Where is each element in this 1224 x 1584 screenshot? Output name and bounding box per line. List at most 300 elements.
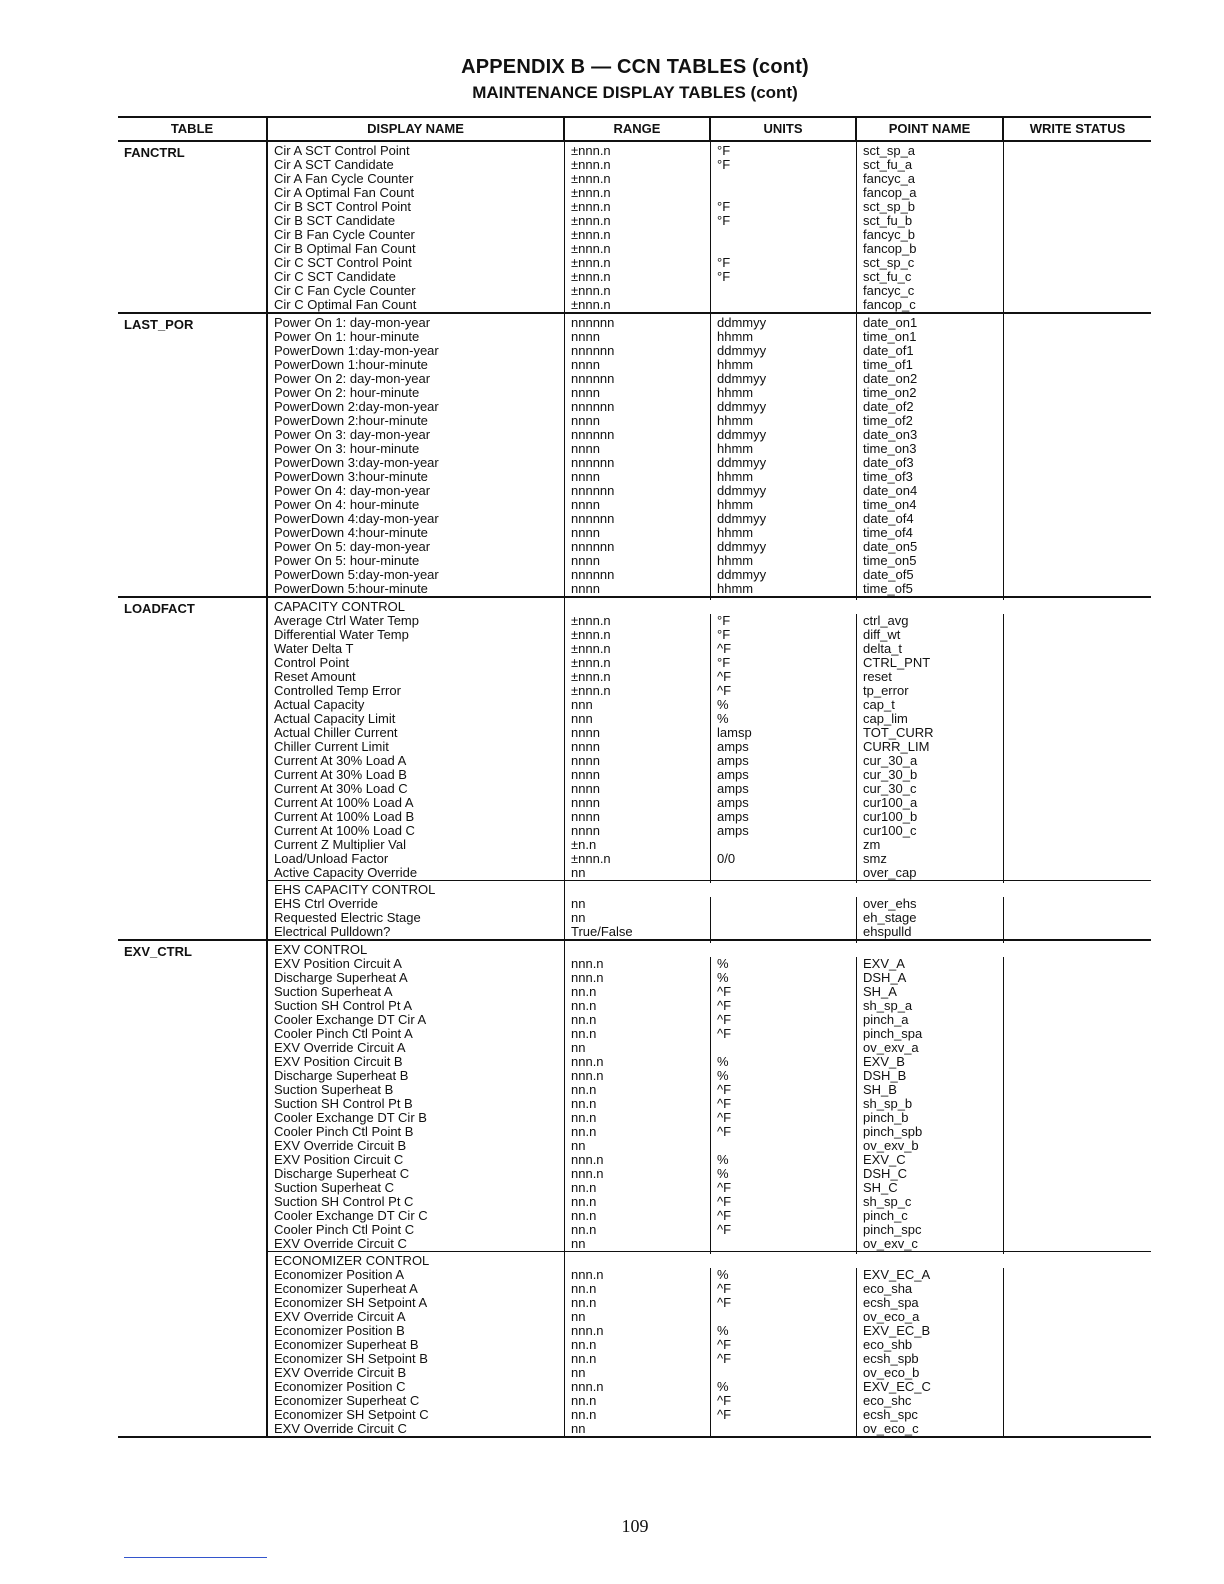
display-name-cell: PowerDown 1:hour-minute bbox=[268, 358, 565, 372]
display-name-cell: EXV Override Circuit A bbox=[268, 1041, 565, 1055]
range-cell: nnnn bbox=[565, 782, 711, 796]
table-row bbox=[268, 582, 1151, 596]
units-cell: hhmm bbox=[711, 526, 857, 540]
display-name-cell: Discharge Superheat A bbox=[268, 971, 565, 985]
empty-cell bbox=[711, 943, 857, 957]
range-cell: nn bbox=[565, 1041, 711, 1055]
range-cell: nn.n bbox=[565, 985, 711, 999]
display-name-cell: EXV Override Circuit B bbox=[268, 1139, 565, 1153]
point-name-cell: time_on2 bbox=[857, 386, 1004, 400]
point-name-cell: ov_exv_a bbox=[857, 1041, 1004, 1055]
units-cell: % bbox=[711, 1324, 857, 1338]
range-cell: ±nnn.n bbox=[565, 614, 711, 628]
point-name-cell: sct_sp_b bbox=[857, 200, 1004, 214]
display-name-cell: Suction SH Control Pt C bbox=[268, 1195, 565, 1209]
write-status-cell bbox=[1004, 866, 1151, 880]
range-cell: ±nnn.n bbox=[565, 172, 711, 186]
write-status-cell bbox=[1004, 484, 1151, 498]
range-cell: nnnnnn bbox=[565, 428, 711, 442]
range-cell: nn bbox=[565, 1139, 711, 1153]
table-row bbox=[268, 1296, 1151, 1310]
units-cell: ^F bbox=[711, 1282, 857, 1296]
units-cell: % bbox=[711, 712, 857, 726]
display-name-cell: Average Ctrl Water Temp bbox=[268, 614, 565, 628]
write-status-cell bbox=[1004, 330, 1151, 344]
point-name-cell: SH_B bbox=[857, 1083, 1004, 1097]
display-name-cell: Economizer Position C bbox=[268, 1380, 565, 1394]
units-cell: amps bbox=[711, 824, 857, 838]
empty-cell bbox=[565, 883, 711, 897]
range-cell: nnnn bbox=[565, 754, 711, 768]
range-cell: nn.n bbox=[565, 1408, 711, 1422]
point-name-cell: cap_t bbox=[857, 698, 1004, 712]
table-row bbox=[268, 628, 1151, 642]
table-group bbox=[118, 598, 1151, 941]
table-row bbox=[268, 1055, 1151, 1069]
table-row bbox=[268, 442, 1151, 456]
units-cell: ^F bbox=[711, 1013, 857, 1027]
write-status-cell bbox=[1004, 1013, 1151, 1027]
table-row bbox=[268, 414, 1151, 428]
range-cell: True/False bbox=[565, 925, 711, 939]
units-cell bbox=[711, 866, 857, 880]
point-name-cell: eco_sha bbox=[857, 1282, 1004, 1296]
point-name-cell: eco_shc bbox=[857, 1394, 1004, 1408]
display-name-cell: Power On 2: hour-minute bbox=[268, 386, 565, 400]
display-name-cell: Economizer SH Setpoint B bbox=[268, 1352, 565, 1366]
table-row bbox=[268, 484, 1151, 498]
table-row bbox=[268, 810, 1151, 824]
range-cell: ±nnn.n bbox=[565, 684, 711, 698]
display-name-cell: EXV Override Circuit A bbox=[268, 1310, 565, 1324]
display-name-cell: Current At 100% Load A bbox=[268, 796, 565, 810]
range-cell: nn.n bbox=[565, 1083, 711, 1097]
column-header-display-name: DISPLAY NAME bbox=[268, 118, 565, 140]
write-status-cell bbox=[1004, 386, 1151, 400]
point-name-cell: time_on1 bbox=[857, 330, 1004, 344]
range-cell: nn bbox=[565, 911, 711, 925]
point-name-cell: fancyc_c bbox=[857, 284, 1004, 298]
write-status-cell bbox=[1004, 1097, 1151, 1111]
table-row bbox=[268, 470, 1151, 484]
point-name-cell: pinch_spc bbox=[857, 1223, 1004, 1237]
range-cell: nnnn bbox=[565, 796, 711, 810]
range-cell: nnn bbox=[565, 698, 711, 712]
table-row bbox=[268, 1422, 1151, 1436]
point-name-cell: diff_wt bbox=[857, 628, 1004, 642]
range-cell: nn.n bbox=[565, 999, 711, 1013]
empty-cell bbox=[1004, 600, 1151, 614]
units-cell: ddmmyy bbox=[711, 456, 857, 470]
write-status-cell bbox=[1004, 957, 1151, 971]
units-cell: ^F bbox=[711, 1097, 857, 1111]
write-status-cell bbox=[1004, 684, 1151, 698]
range-cell: ±nnn.n bbox=[565, 228, 711, 242]
write-status-cell bbox=[1004, 1153, 1151, 1167]
write-status-cell bbox=[1004, 372, 1151, 386]
range-cell: ±nnn.n bbox=[565, 186, 711, 200]
range-cell: ±nnn.n bbox=[565, 200, 711, 214]
units-cell bbox=[711, 925, 857, 939]
table-row bbox=[268, 1153, 1151, 1167]
units-cell: % bbox=[711, 1153, 857, 1167]
point-name-cell: date_on5 bbox=[857, 540, 1004, 554]
table-row bbox=[268, 372, 1151, 386]
point-name-cell: EXV_A bbox=[857, 957, 1004, 971]
display-name-cell: Actual Capacity Limit bbox=[268, 712, 565, 726]
write-status-cell bbox=[1004, 498, 1151, 512]
display-name-cell: Cir A Fan Cycle Counter bbox=[268, 172, 565, 186]
table-row bbox=[268, 1195, 1151, 1209]
units-cell: ^F bbox=[711, 1394, 857, 1408]
write-status-cell bbox=[1004, 852, 1151, 866]
display-name-cell: Requested Electric Stage bbox=[268, 911, 565, 925]
display-name-cell: Suction SH Control Pt B bbox=[268, 1097, 565, 1111]
write-status-cell bbox=[1004, 1268, 1151, 1282]
units-cell: °F bbox=[711, 656, 857, 670]
table-row bbox=[268, 200, 1151, 214]
point-name-cell: ov_eco_b bbox=[857, 1366, 1004, 1380]
write-status-cell bbox=[1004, 256, 1151, 270]
write-status-cell bbox=[1004, 1422, 1151, 1436]
point-name-cell: sct_sp_c bbox=[857, 256, 1004, 270]
point-name-cell: time_on4 bbox=[857, 498, 1004, 512]
table-row bbox=[268, 1408, 1151, 1422]
display-name-cell: PowerDown 3:day-mon-year bbox=[268, 456, 565, 470]
units-cell: % bbox=[711, 1380, 857, 1394]
point-name-cell: sh_sp_a bbox=[857, 999, 1004, 1013]
units-cell bbox=[711, 1310, 857, 1324]
table-row bbox=[268, 1167, 1151, 1181]
range-cell: nnn.n bbox=[565, 1069, 711, 1083]
empty-cell bbox=[711, 883, 857, 897]
write-status-cell bbox=[1004, 925, 1151, 939]
table-row bbox=[268, 1111, 1151, 1125]
table-section bbox=[268, 598, 1151, 880]
column-header-table: TABLE bbox=[118, 118, 268, 140]
empty-cell bbox=[857, 943, 1004, 957]
table-row bbox=[268, 726, 1151, 740]
table-row bbox=[268, 386, 1151, 400]
units-cell: ^F bbox=[711, 1352, 857, 1366]
point-name-cell: TOT_CURR bbox=[857, 726, 1004, 740]
write-status-cell bbox=[1004, 214, 1151, 228]
table-row bbox=[268, 1268, 1151, 1282]
display-name-cell: Power On 5: hour-minute bbox=[268, 554, 565, 568]
range-cell: nn bbox=[565, 866, 711, 880]
range-cell: nnnnnn bbox=[565, 456, 711, 470]
range-cell: nnnnnn bbox=[565, 316, 711, 330]
units-cell bbox=[711, 172, 857, 186]
write-status-cell bbox=[1004, 614, 1151, 628]
point-name-cell: cur_30_c bbox=[857, 782, 1004, 796]
display-name-cell: Cooler Pinch Ctl Point C bbox=[268, 1223, 565, 1237]
write-status-cell bbox=[1004, 228, 1151, 242]
units-cell: °F bbox=[711, 256, 857, 270]
write-status-cell bbox=[1004, 768, 1151, 782]
point-name-cell: cur_30_a bbox=[857, 754, 1004, 768]
display-name-cell: Load/Unload Factor bbox=[268, 852, 565, 866]
range-cell: nnnn bbox=[565, 554, 711, 568]
section-heading: EXV CONTROL bbox=[268, 943, 565, 957]
display-name-cell: EXV Override Circuit B bbox=[268, 1366, 565, 1380]
table-row bbox=[268, 1209, 1151, 1223]
display-name-cell: Current At 30% Load B bbox=[268, 768, 565, 782]
display-name-cell: Cir C Optimal Fan Count bbox=[268, 298, 565, 312]
range-cell: nn.n bbox=[565, 1223, 711, 1237]
point-name-cell: pinch_b bbox=[857, 1111, 1004, 1125]
table-row bbox=[268, 144, 1151, 158]
range-cell: ±n.n bbox=[565, 838, 711, 852]
table-row bbox=[268, 1380, 1151, 1394]
display-name-cell: PowerDown 3:hour-minute bbox=[268, 470, 565, 484]
units-cell: % bbox=[711, 1268, 857, 1282]
point-name-cell: eco_shb bbox=[857, 1338, 1004, 1352]
display-name-cell: Economizer Superheat B bbox=[268, 1338, 565, 1352]
range-cell: nn.n bbox=[565, 1394, 711, 1408]
write-status-cell bbox=[1004, 1055, 1151, 1069]
range-cell: ±nnn.n bbox=[565, 256, 711, 270]
table-row bbox=[268, 270, 1151, 284]
write-status-cell bbox=[1004, 270, 1151, 284]
units-cell bbox=[711, 897, 857, 911]
write-status-cell bbox=[1004, 172, 1151, 186]
display-name-cell: PowerDown 4:hour-minute bbox=[268, 526, 565, 540]
range-cell: nnnn bbox=[565, 768, 711, 782]
point-name-cell: sct_sp_a bbox=[857, 144, 1004, 158]
table-row bbox=[268, 642, 1151, 656]
point-name-cell: EXV_EC_A bbox=[857, 1268, 1004, 1282]
write-status-cell bbox=[1004, 470, 1151, 484]
display-name-cell: PowerDown 1:day-mon-year bbox=[268, 344, 565, 358]
write-status-cell bbox=[1004, 740, 1151, 754]
table-row bbox=[268, 214, 1151, 228]
display-name-cell: Cir C Fan Cycle Counter bbox=[268, 284, 565, 298]
range-cell: nnn.n bbox=[565, 1153, 711, 1167]
write-status-cell bbox=[1004, 400, 1151, 414]
write-status-cell bbox=[1004, 540, 1151, 554]
range-cell: ±nnn.n bbox=[565, 656, 711, 670]
point-name-cell: EXV_B bbox=[857, 1055, 1004, 1069]
table-row bbox=[268, 242, 1151, 256]
display-name-cell: Power On 4: hour-minute bbox=[268, 498, 565, 512]
empty-cell bbox=[857, 1254, 1004, 1268]
table-section bbox=[268, 142, 1151, 312]
range-cell: nnn.n bbox=[565, 1324, 711, 1338]
point-name-cell: date_on3 bbox=[857, 428, 1004, 442]
display-name-cell: Cooler Exchange DT Cir B bbox=[268, 1111, 565, 1125]
page-subtitle: MAINTENANCE DISPLAY TABLES (cont) bbox=[472, 83, 798, 102]
range-cell: nn.n bbox=[565, 1195, 711, 1209]
table-row bbox=[268, 316, 1151, 330]
point-name-cell: EXV_EC_C bbox=[857, 1380, 1004, 1394]
units-cell: ddmmyy bbox=[711, 484, 857, 498]
table-section bbox=[268, 880, 1151, 939]
write-status-cell bbox=[1004, 670, 1151, 684]
units-cell: % bbox=[711, 971, 857, 985]
empty-cell bbox=[857, 883, 1004, 897]
units-cell: ddmmyy bbox=[711, 400, 857, 414]
empty-cell bbox=[565, 943, 711, 957]
write-status-cell bbox=[1004, 796, 1151, 810]
write-status-cell bbox=[1004, 824, 1151, 838]
display-name-cell: Discharge Superheat C bbox=[268, 1167, 565, 1181]
table-sections bbox=[268, 142, 1151, 312]
ccn-table bbox=[118, 116, 1151, 1438]
write-status-cell bbox=[1004, 358, 1151, 372]
display-name-cell: PowerDown 2:day-mon-year bbox=[268, 400, 565, 414]
write-status-cell bbox=[1004, 442, 1151, 456]
empty-cell bbox=[857, 600, 1004, 614]
units-cell: hhmm bbox=[711, 582, 857, 596]
units-cell: hhmm bbox=[711, 414, 857, 428]
range-cell: nnnnnn bbox=[565, 484, 711, 498]
write-status-cell bbox=[1004, 554, 1151, 568]
units-cell: °F bbox=[711, 270, 857, 284]
write-status-cell bbox=[1004, 1282, 1151, 1296]
units-cell: hhmm bbox=[711, 554, 857, 568]
units-cell bbox=[711, 1422, 857, 1436]
point-name-cell: fancyc_a bbox=[857, 172, 1004, 186]
write-status-cell bbox=[1004, 911, 1151, 925]
range-cell: ±nnn.n bbox=[565, 852, 711, 866]
table-row bbox=[268, 228, 1151, 242]
units-cell: ^F bbox=[711, 1408, 857, 1422]
range-cell: nn.n bbox=[565, 1097, 711, 1111]
point-name-cell: ehspulld bbox=[857, 925, 1004, 939]
write-status-cell bbox=[1004, 1380, 1151, 1394]
table-row bbox=[268, 782, 1151, 796]
range-cell: nn.n bbox=[565, 1282, 711, 1296]
table-row bbox=[268, 897, 1151, 911]
display-name-cell: Actual Chiller Current bbox=[268, 726, 565, 740]
write-status-cell bbox=[1004, 1027, 1151, 1041]
display-name-cell: Cooler Exchange DT Cir A bbox=[268, 1013, 565, 1027]
table-row bbox=[268, 330, 1151, 344]
table-row bbox=[268, 1310, 1151, 1324]
table-row bbox=[268, 684, 1151, 698]
range-cell: nnnnnn bbox=[565, 344, 711, 358]
write-status-cell bbox=[1004, 1167, 1151, 1181]
page-number: 109 bbox=[621, 1516, 649, 1536]
units-cell: hhmm bbox=[711, 386, 857, 400]
units-cell: °F bbox=[711, 200, 857, 214]
range-cell: nnn.n bbox=[565, 957, 711, 971]
point-name-cell: time_of4 bbox=[857, 526, 1004, 540]
table-row bbox=[268, 824, 1151, 838]
point-name-cell: time_of2 bbox=[857, 414, 1004, 428]
range-cell: ±nnn.n bbox=[565, 214, 711, 228]
display-name-cell: Current At 100% Load B bbox=[268, 810, 565, 824]
point-name-cell: over_cap bbox=[857, 866, 1004, 880]
write-status-cell bbox=[1004, 754, 1151, 768]
empty-cell bbox=[711, 1254, 857, 1268]
units-cell: ddmmyy bbox=[711, 568, 857, 582]
units-cell: ^F bbox=[711, 1027, 857, 1041]
range-cell: nnnn bbox=[565, 740, 711, 754]
table-row bbox=[268, 1013, 1151, 1027]
point-name-cell: cur100_c bbox=[857, 824, 1004, 838]
units-cell: °F bbox=[711, 628, 857, 642]
display-name-cell: PowerDown 5:hour-minute bbox=[268, 582, 565, 596]
point-name-cell: cap_lim bbox=[857, 712, 1004, 726]
units-cell: ^F bbox=[711, 1125, 857, 1139]
point-name-cell: date_of1 bbox=[857, 344, 1004, 358]
display-name-cell: PowerDown 2:hour-minute bbox=[268, 414, 565, 428]
units-cell: °F bbox=[711, 214, 857, 228]
point-name-cell: ov_eco_c bbox=[857, 1422, 1004, 1436]
table-row bbox=[268, 1338, 1151, 1352]
table-body bbox=[118, 142, 1151, 1438]
point-name-cell: delta_t bbox=[857, 642, 1004, 656]
units-cell: ^F bbox=[711, 999, 857, 1013]
units-cell: ^F bbox=[711, 642, 857, 656]
display-name-cell: Cir A Optimal Fan Count bbox=[268, 186, 565, 200]
units-cell: hhmm bbox=[711, 498, 857, 512]
units-cell: ^F bbox=[711, 1296, 857, 1310]
table-row bbox=[268, 1069, 1151, 1083]
section-heading-row bbox=[268, 600, 1151, 614]
table-row bbox=[268, 526, 1151, 540]
display-name-cell: Power On 1: day-mon-year bbox=[268, 316, 565, 330]
table-section bbox=[268, 1251, 1151, 1436]
write-status-cell bbox=[1004, 1195, 1151, 1209]
table-row bbox=[268, 852, 1151, 866]
display-name-cell: Cir C SCT Candidate bbox=[268, 270, 565, 284]
point-name-cell: sct_fu_b bbox=[857, 214, 1004, 228]
write-status-cell bbox=[1004, 1352, 1151, 1366]
table-row bbox=[268, 999, 1151, 1013]
point-name-cell: fancop_b bbox=[857, 242, 1004, 256]
range-cell: nn bbox=[565, 1366, 711, 1380]
range-cell: nnnnnn bbox=[565, 372, 711, 386]
table-row bbox=[268, 712, 1151, 726]
table-row bbox=[268, 768, 1151, 782]
display-name-cell: Economizer Superheat A bbox=[268, 1282, 565, 1296]
display-name-cell: Discharge Superheat B bbox=[268, 1069, 565, 1083]
column-header-range: RANGE bbox=[565, 118, 711, 140]
range-cell: nnnnnn bbox=[565, 568, 711, 582]
point-name-cell: DSH_A bbox=[857, 971, 1004, 985]
units-cell: amps bbox=[711, 782, 857, 796]
table-row bbox=[268, 911, 1151, 925]
point-name-cell: time_of3 bbox=[857, 470, 1004, 484]
units-cell bbox=[711, 911, 857, 925]
table-row bbox=[268, 1366, 1151, 1380]
units-cell bbox=[711, 298, 857, 312]
point-name-cell: cur100_b bbox=[857, 810, 1004, 824]
point-name-cell: date_on4 bbox=[857, 484, 1004, 498]
units-cell: % bbox=[711, 1069, 857, 1083]
display-name-cell: Cooler Exchange DT Cir C bbox=[268, 1209, 565, 1223]
display-name-cell: Water Delta T bbox=[268, 642, 565, 656]
table-row bbox=[268, 256, 1151, 270]
range-cell: ±nnn.n bbox=[565, 144, 711, 158]
range-cell: nn bbox=[565, 1422, 711, 1436]
table-group bbox=[118, 941, 1151, 1438]
point-name-cell: sh_sp_b bbox=[857, 1097, 1004, 1111]
table-row bbox=[268, 971, 1151, 985]
write-status-cell bbox=[1004, 838, 1151, 852]
table-row bbox=[268, 925, 1151, 939]
write-status-cell bbox=[1004, 810, 1151, 824]
units-cell: ^F bbox=[711, 985, 857, 999]
column-header-write-status: WRITE STATUS bbox=[1029, 121, 1126, 136]
write-status-cell bbox=[1004, 568, 1151, 582]
range-cell: ±nnn.n bbox=[565, 642, 711, 656]
units-cell: ddmmyy bbox=[711, 428, 857, 442]
units-cell: 0/0 bbox=[711, 852, 857, 866]
